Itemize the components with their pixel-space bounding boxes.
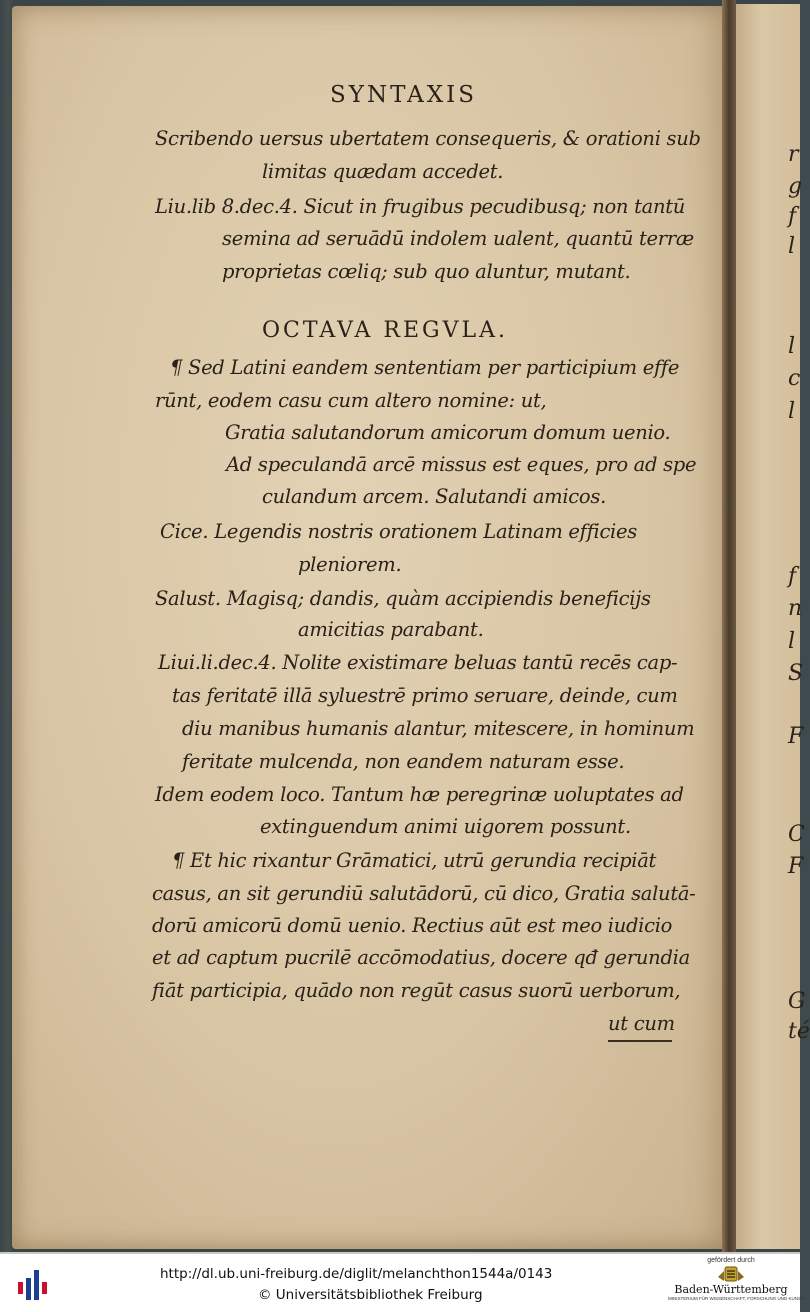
funder-name: Baden-Württemberg bbox=[674, 1283, 788, 1296]
text-line: culandum arcem. Salutandi amicos. bbox=[262, 485, 606, 508]
text-line: Liu.lib 8.dec.4. Sicut in frugibus pecudibusq; non tantū bbox=[155, 195, 686, 218]
text-line: Ad speculandā arcē missus est eques, pro ad spe bbox=[226, 453, 697, 476]
next-page-fragment: l bbox=[788, 234, 796, 259]
text-line: Gratia salutandorum amicorum domum uenio. bbox=[225, 421, 671, 444]
next-page-fragment: n bbox=[788, 596, 803, 621]
text-line: diu manibus humanis alantur, mitescere, in hominum bbox=[182, 717, 695, 740]
text-line: semina ad seruādū indolem ualent, quantū terræ bbox=[222, 227, 694, 250]
next-page-fragment: l bbox=[788, 334, 796, 359]
ub-freiburg-logo-icon bbox=[14, 1264, 54, 1304]
next-page-fragment: c bbox=[788, 366, 801, 391]
text-line: ¶ Et hic rixantur Grāmatici, utrū gerundia recipiāt bbox=[172, 849, 657, 872]
permalink-url[interactable]: http://dl.ub.uni-freiburg.de/diglit/melanchthon1544a/0143 bbox=[160, 1266, 553, 1282]
text-line: et ad captum pucrilē accōmodatius, docere qđ gerundia bbox=[152, 946, 690, 969]
text-line: amicitias parabant. bbox=[298, 618, 484, 641]
text-line: Scribendo uersus ubertatem consequeris, & orationi sub bbox=[155, 127, 701, 150]
text-line: proprietas cœliq; sub quo aluntur, mutant. bbox=[222, 260, 631, 283]
text-line: dorū amicorū domū uenio. Rectius aūt est meo iudicio bbox=[152, 914, 673, 937]
rule-title: OCTAVA REGVLA. bbox=[262, 318, 508, 343]
next-page-edge bbox=[736, 4, 810, 1249]
next-page-fragment: l bbox=[788, 629, 796, 654]
funder-label: gefördert durch bbox=[707, 1257, 755, 1264]
funder-ministry: MINISTERIUM FÜR WISSENSCHAFT, FORSCHUNG UND KUNST bbox=[668, 1296, 804, 1301]
text-line: fiāt participia, quādo non regūt casus suorū uerborum, bbox=[152, 979, 681, 1002]
text-line: Cice. Legendis nostris orationem Latinam efficies bbox=[160, 520, 637, 543]
text-line: rūnt, eodem casu cum altero nomine: ut, bbox=[155, 389, 547, 412]
next-page-fragment: F bbox=[788, 724, 804, 749]
text-line: extinguendum animi uigorem possunt. bbox=[260, 815, 631, 838]
catchword: ut cum bbox=[608, 1012, 675, 1035]
text-line: Idem eodem loco. Tantum hæ peregrinæ uoluptates ad bbox=[155, 783, 684, 806]
next-page-fragment: f bbox=[788, 564, 797, 589]
next-page-fragment: F bbox=[788, 854, 804, 879]
next-page-fragment: l bbox=[788, 399, 796, 424]
next-page-fragment: S bbox=[788, 661, 804, 686]
text-line: casus, an sit gerundiū salutādorū, cū dico, Gratia salutā- bbox=[152, 882, 696, 905]
text-line: pleniorem. bbox=[298, 553, 402, 576]
book-gutter bbox=[722, 0, 736, 1252]
text-line: Liui.li.dec.4. Nolite existimare beluas tantū recēs cap- bbox=[158, 651, 678, 674]
text-line: tas feritatē illā syluestrē primo seruare, deinde, cum bbox=[172, 684, 678, 707]
funder-block bbox=[668, 1256, 804, 1310]
next-page-fragment: f bbox=[788, 204, 797, 229]
text-line: limitas quædam accedet. bbox=[262, 160, 504, 183]
next-page-fragment: r bbox=[788, 142, 799, 167]
next-page-fragment: C bbox=[788, 822, 805, 847]
next-page-fragment: té bbox=[788, 1019, 810, 1044]
text-line: feritate mulcenda, non eandem naturam esse. bbox=[182, 750, 625, 773]
running-head: SYNTAXIS bbox=[330, 82, 477, 108]
catchword-rule bbox=[608, 1040, 672, 1042]
viewer-footer bbox=[0, 1252, 804, 1312]
next-page-fragment: G bbox=[788, 989, 806, 1014]
copyright-text: © Universitätsbibliothek Freiburg bbox=[258, 1287, 483, 1303]
text-line: ¶ Sed Latini eandem sententiam per participium effe bbox=[170, 356, 680, 379]
text-line: Salust. Magisq; dandis, quàm accipiendis beneficijs bbox=[155, 587, 651, 610]
next-page-fragment: g bbox=[788, 174, 803, 199]
baden-wuerttemberg-crest-icon bbox=[716, 1265, 746, 1283]
